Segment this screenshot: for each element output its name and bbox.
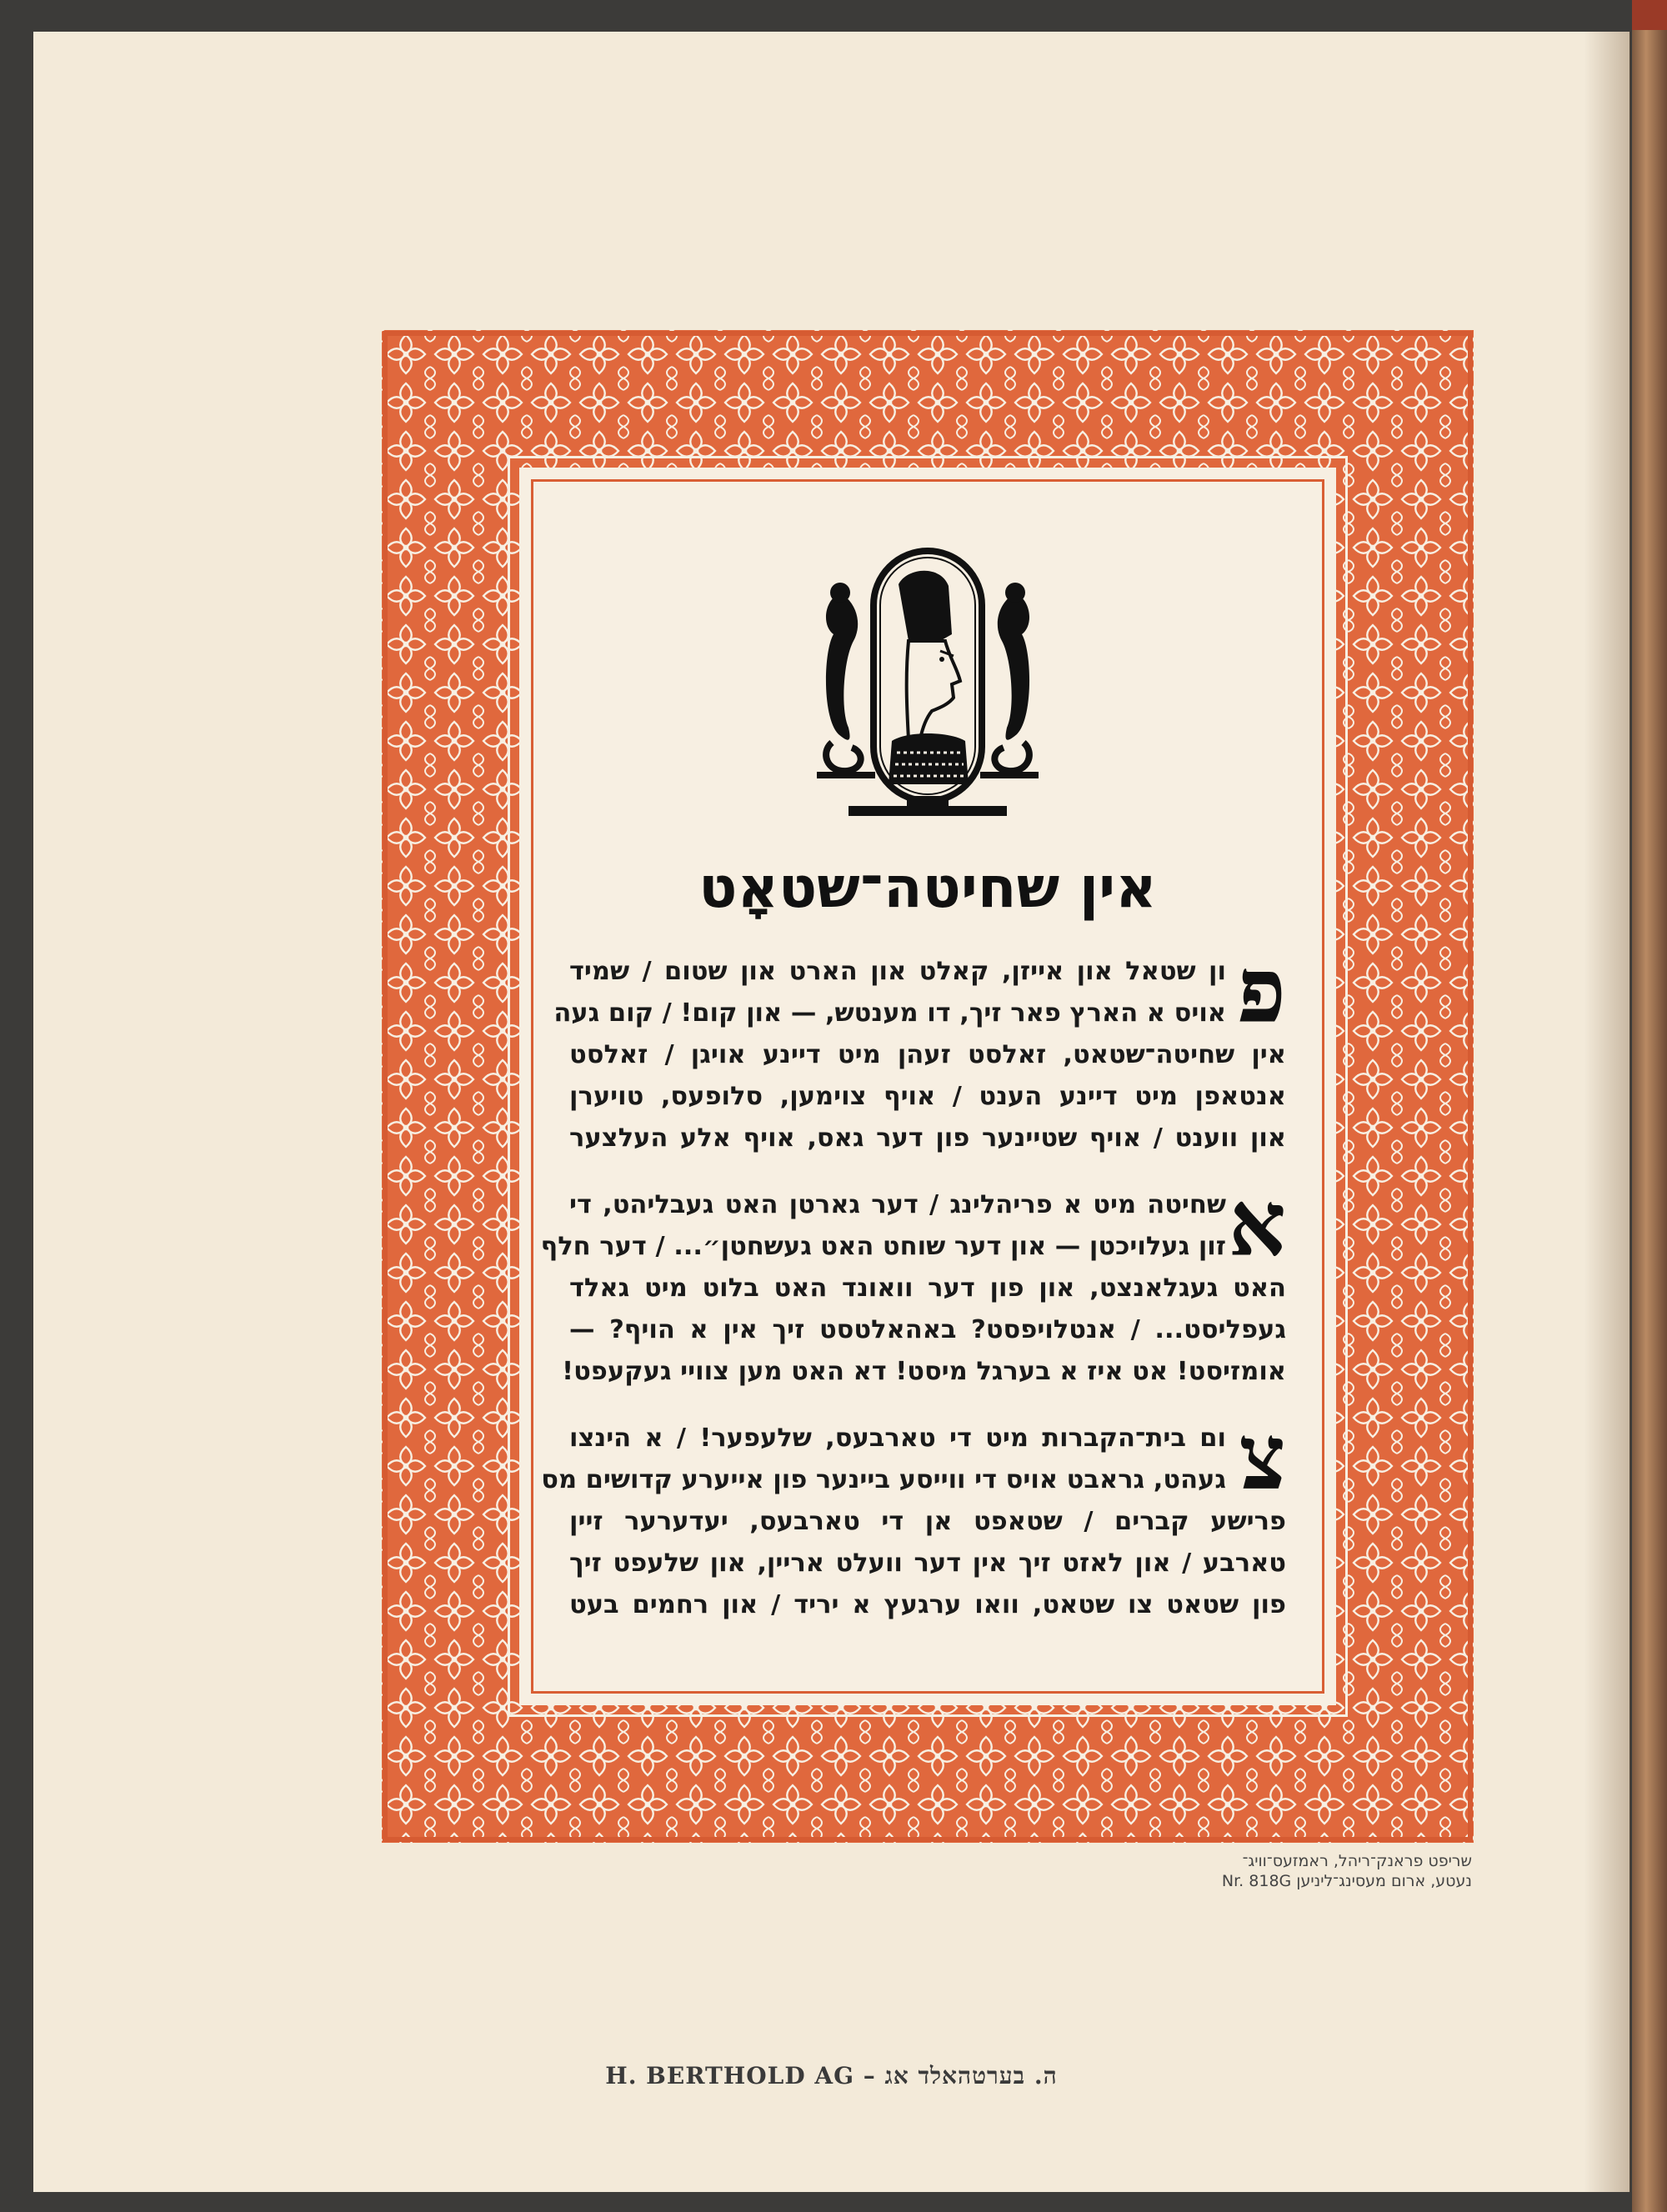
- publisher-footer: H. BERTHOLD AG – ה. בערטהאלד אג: [605, 2062, 1058, 2089]
- text-panel: [519, 468, 1336, 1705]
- paragraph-3: [541, 1405, 1286, 1626]
- book-spine-top: [1632, 0, 1667, 30]
- text-line: זון געלויכטן — און דער שוחט האט געשחטן״... / דער חלף: [540, 1232, 1226, 1261]
- text-line: געהט, גראבט אויס די ווייסע ביינער פון אייערע קדושים מס: [541, 1465, 1226, 1494]
- text-line: פון שטאט צו שטאט, וואו ערגעץ א יריד / און רחמים בעט: [569, 1590, 1286, 1619]
- text-line: אומזיסט! אט איז א בערגל מיסט! דא האט מען צוויי געקעפט!: [562, 1357, 1286, 1386]
- text-line: שחיטה מיט א פריהלינג / דער גארטן האט געבליהט, די: [569, 1190, 1226, 1219]
- paragraph-1: [553, 938, 1286, 1159]
- ornamental-border: [382, 330, 1474, 1843]
- caption-line: שריפט פראנק־ריהל, ראמזעס־וויג־: [1242, 1852, 1472, 1870]
- drop-cap: א: [1228, 1172, 1286, 1277]
- book-page: [33, 32, 1629, 2192]
- pharaoh-emblem-icon: [815, 534, 1040, 834]
- specimen-caption: [1189, 1851, 1472, 1891]
- page-title: אין שחיטה־שטאָט: [698, 855, 1157, 921]
- page-gutter: [1584, 32, 1630, 2192]
- text-line: האט געגלאנצט, און פון דער וואונד האט בלוט מיט גאלד: [569, 1274, 1286, 1303]
- caption-line: נעטע, ארום מעסינג־ליניען Nr. 818G: [1221, 1872, 1472, 1890]
- text-line: פרישע קברים / שטאפט אן די טארבעס, יעדערער זיין: [569, 1507, 1286, 1536]
- text-line: ון שטאל און אייזן, קאלט און הארט און שטום / שמיד: [569, 957, 1226, 986]
- text-line: אנטאפן מיט דיינע הענט / אויף צוימען, סלופעס, טויערן: [569, 1082, 1286, 1111]
- cobra-icon: [817, 583, 875, 778]
- drop-cap: צ: [1239, 1405, 1286, 1510]
- cobra-icon: [980, 583, 1039, 778]
- text-line: אין שחיטה־שטאט, זאלסט זעהן מיט דיינע אויגן / זאלסט: [569, 1040, 1286, 1069]
- paragraph-2: [540, 1172, 1286, 1393]
- text-line: און ווענט / אויף שטיינער פון דער גאס, אויף אלע העלצער: [569, 1124, 1286, 1153]
- text-line: ום בית־הקברות מיט די טארבעס, שלעפער! / א הינצו: [569, 1424, 1226, 1453]
- text-line: אויס א הארץ פאר זיך, דו מענטש, — און קום! / קום געה: [553, 998, 1226, 1028]
- book-spine: [1632, 0, 1667, 2212]
- text-line: טארבע / און לאזט זיך אין דער וועלט אריין, און שלעפט זיך: [569, 1549, 1286, 1578]
- text-line: געפליסט... / אנטלויפסט? באהאלטסט זיך אין א הויף? —: [569, 1315, 1286, 1344]
- drop-cap: פ: [1237, 938, 1286, 1043]
